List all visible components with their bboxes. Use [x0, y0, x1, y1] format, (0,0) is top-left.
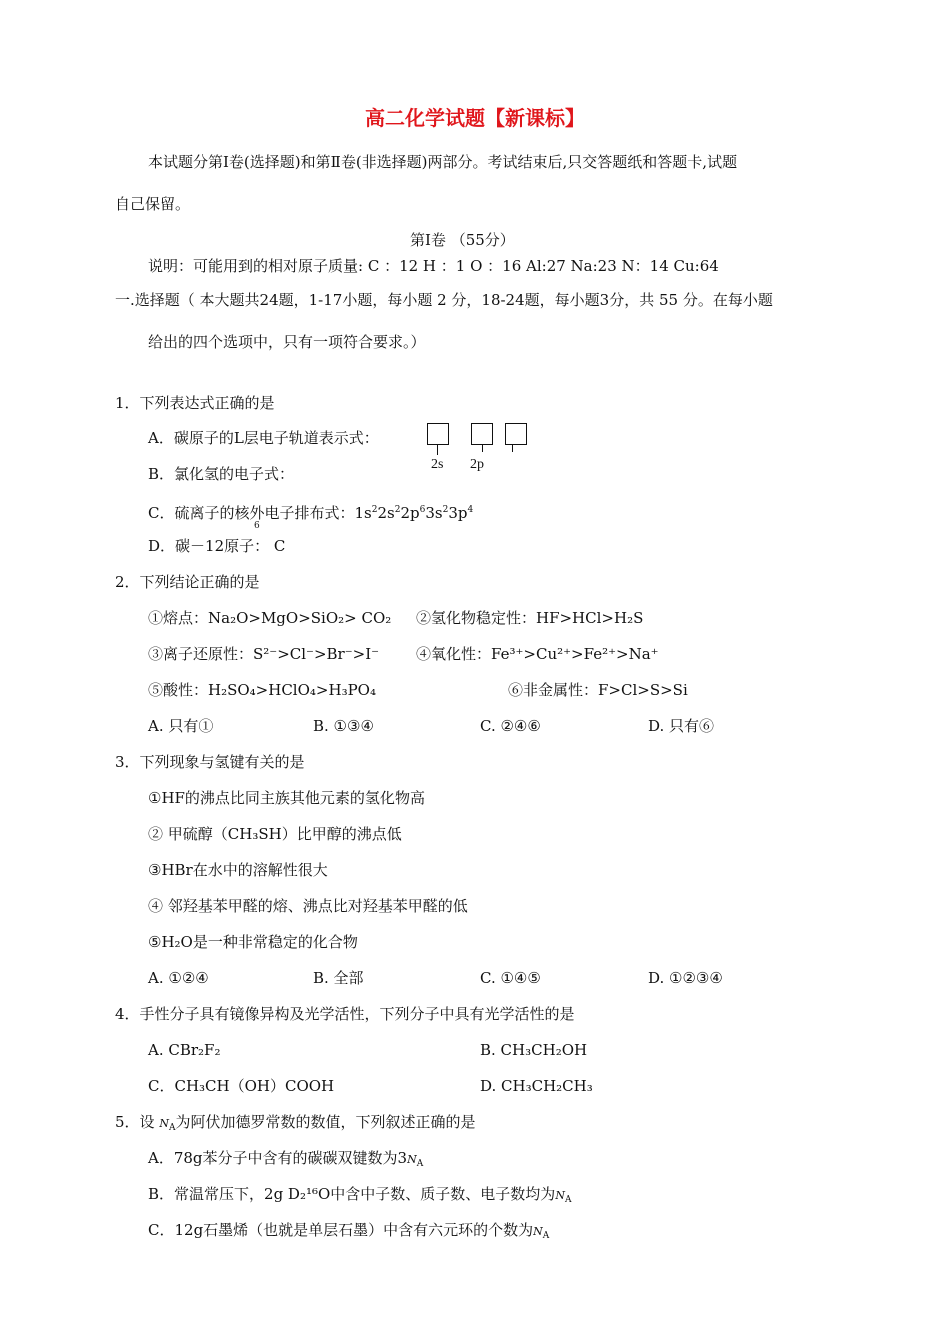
section1-instructions-1: 一.选择题（ 本大题共24题，1-17小题，每小题 2 分，18-24题，每小题3分，共 55 分。在每小题 [115, 291, 773, 309]
q3-statement-2: ② 甲硫醇（CH₃SH）比甲醇的沸点低 [148, 825, 402, 843]
q5-stem: 5．设 $N_A$为阿伏加德罗常数的数值，下列叙述正确的是 [115, 1113, 476, 1133]
q4-option-d: D. CH₃CH₂CH₃ [480, 1077, 593, 1095]
q2-statement-1: ①熔点：Na₂O>MgO>SiO₂> CO₂ [148, 609, 392, 627]
q2-option-b: B. ①③④ [313, 717, 374, 735]
q3-option-b: B. 全部 [313, 969, 364, 987]
q3-statement-5: ⑤H₂O是一种非常稳定的化合物 [148, 933, 358, 951]
q2-statement-4: ④氧化性：Fe³⁺>Cu²⁺>Fe²⁺>Na⁺ [416, 645, 659, 663]
q4-option-a: A. CBr₂F₂ [148, 1041, 221, 1059]
q2-option-c: C. ②④⑥ [480, 717, 541, 735]
section1-instructions-2: 给出的四个选项中，只有一项符合要求。） [148, 333, 426, 351]
q1-atomic-number: 6 [254, 521, 260, 531]
q4-option-b: B. CH₃CH₂OH [480, 1041, 588, 1059]
q3-statement-3: ③HBr在水中的溶解性很大 [148, 861, 328, 879]
q1-option-d: D．碳－12原子： C [148, 537, 286, 555]
q1-stem: 1．下列表达式正确的是 [115, 394, 275, 412]
orbital-box-2p-1 [471, 423, 493, 445]
q3-statement-4: ④ 邻羟基苯甲醛的熔、沸点比对羟基苯甲醛的低 [148, 897, 468, 915]
document-title: 高二化学试题【新课标】 [365, 106, 585, 130]
q3-statement-1: ①HF的沸点比同主族其他元素的氢化物高 [148, 789, 425, 807]
electron-arrow-2s [437, 445, 438, 455]
q3-stem: 3．下列现象与氢键有关的是 [115, 753, 305, 771]
q3-option-a: A. ①②④ [148, 969, 209, 987]
q2-stem: 2．下列结论正确的是 [115, 573, 260, 591]
intro-line-2: 自己保留。 [115, 195, 191, 213]
q2-option-d: D. 只有⑥ [648, 717, 715, 735]
q1-option-b: B．氯化氢的电子式： [148, 465, 295, 483]
orbital-label-2s: 2s [431, 457, 444, 472]
q2-statement-5: ⑤酸性：H₂SO₄>HClO₄>H₃PO₄ [148, 681, 376, 699]
q4-option-c: C．CH₃CH（OH）COOH [148, 1077, 335, 1095]
q2-statement-3: ③离子还原性：S²⁻>Cl⁻>Br⁻>I⁻ [148, 645, 380, 663]
q3-option-c: C. ①④⑤ [480, 969, 541, 987]
atomic-mass-note: 说明：可能用到的相对原子质量: C ：12 H ：1 O ：16 Al:27 Na:23 N：14 Cu:64 [148, 257, 719, 275]
q5-option-c: C．12g石墨烯（也就是单层石墨）中含有六元环的个数为$N_A$ [148, 1221, 550, 1241]
q1-option-c: C．硫离子的核外电子排布式：$1s^22s^22p^63s^23p^4$ [148, 504, 474, 522]
orbital-box-2s [427, 423, 449, 445]
q2-option-a: A. 只有① [148, 717, 214, 735]
orbital-label-2p: 2p [470, 457, 484, 472]
q5-option-a: A．78g苯分子中含有的碳碳双键数为$3N_A$ [148, 1149, 424, 1169]
part1-heading: 第Ⅰ卷 （55分） [410, 231, 515, 249]
q4-stem: 4．手性分子具有镜像异构及光学活性，下列分子中具有光学活性的是 [115, 1005, 575, 1023]
q2-statement-6: ⑥非金属性：F>Cl>S>Si [508, 681, 688, 699]
orbital-box-2p-2 [505, 423, 527, 445]
intro-line-1: 本试题分第Ⅰ卷(选择题)和第Ⅱ卷(非选择题)两部分。考试结束后,只交答题纸和答题卡,试题 [148, 153, 738, 171]
q3-option-d: D. ①②③④ [648, 969, 723, 987]
q2-statement-2: ②氢化物稳定性：HF>HCl>H₂S [416, 609, 644, 627]
electron-arrow-2p-1 [482, 445, 483, 452]
q1-option-a: A．碳原子的L层电子轨道表示式： [148, 429, 379, 447]
q5-option-b: B．常温常压下，2g D₂¹⁶O中含中子数、质子数、电子数均为$N_A$ [148, 1185, 572, 1205]
electron-arrow-2p-2 [512, 445, 513, 452]
